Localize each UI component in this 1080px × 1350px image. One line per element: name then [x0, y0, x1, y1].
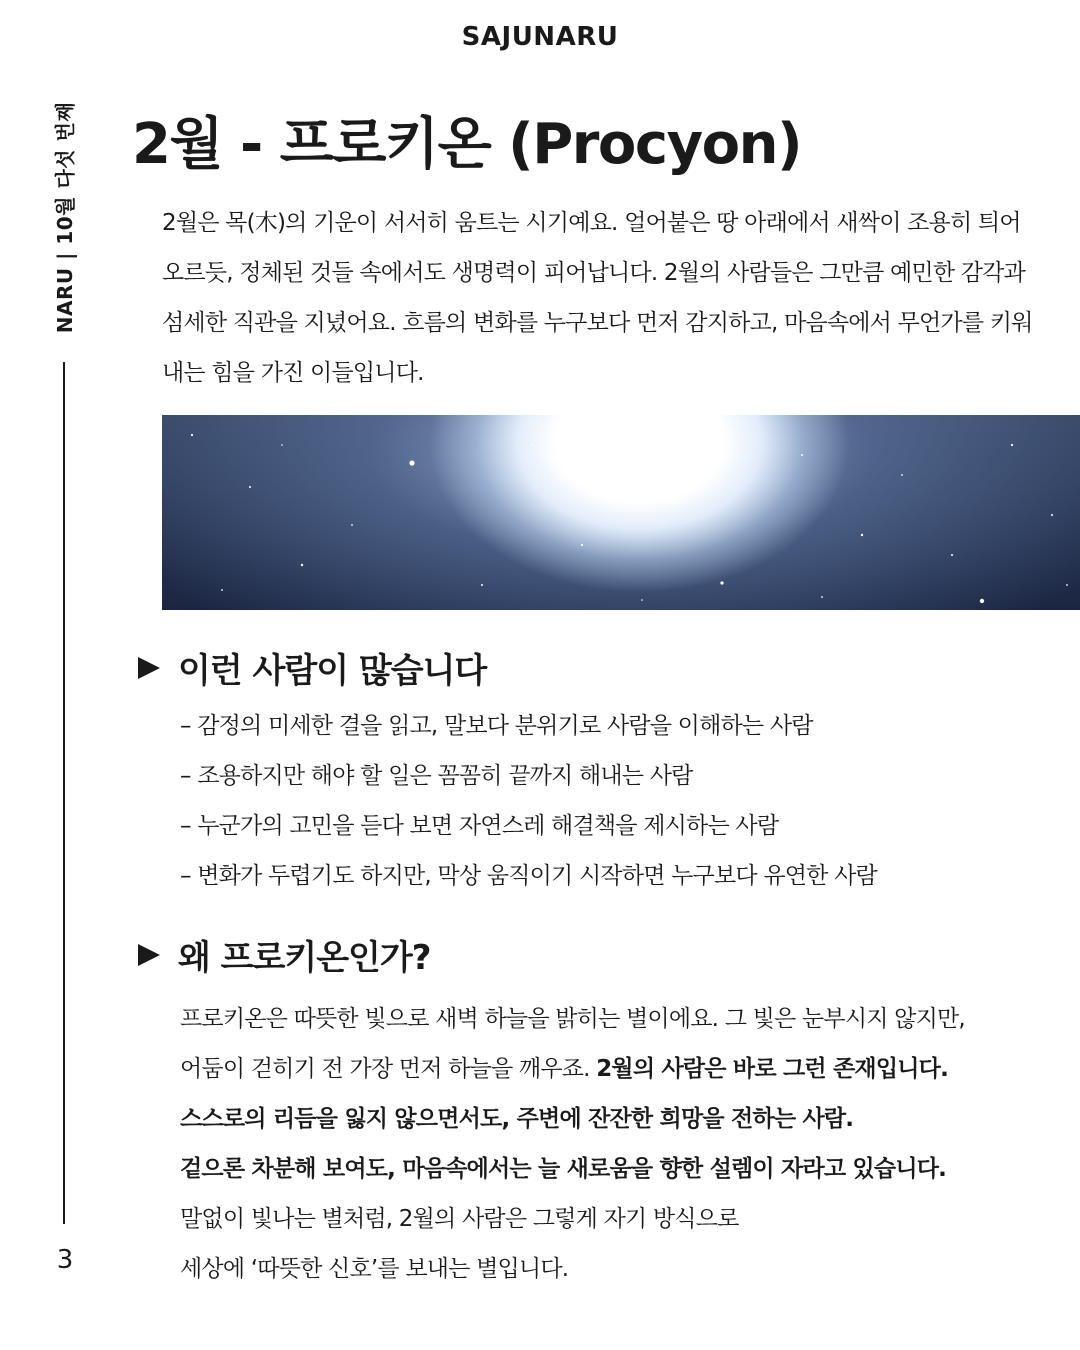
- star-dot: [249, 486, 251, 488]
- star-dot: [581, 544, 583, 546]
- list-item: – 조용하지만 해야 할 일은 꼼꼼히 끝까지 해내는 사람: [180, 763, 693, 789]
- body-line: 세상에 ‘따뜻한 신호’를 보내는 별입니다.: [180, 1256, 569, 1282]
- star-dot: [720, 581, 723, 584]
- star-dot: [1066, 584, 1068, 586]
- star-dot: [301, 564, 303, 566]
- star-dot: [409, 460, 414, 465]
- list-item: – 감정의 미세한 결을 읽고, 말보다 분위기로 사람을 이해하는 사람: [180, 713, 813, 739]
- body-line: [180, 1094, 1050, 1144]
- triangle-bullet-icon: [138, 657, 160, 679]
- star-dot: [980, 599, 984, 603]
- star-image: [162, 415, 1080, 610]
- body-line: 말없이 빛나는 별처럼, 2월의 사람은 그렇게 자기 방식으로: [180, 1206, 739, 1232]
- star-dot: [351, 524, 353, 526]
- star-dot: [901, 474, 903, 476]
- star-dot: [801, 454, 803, 456]
- section-heading-text: 왜 프로키온인가?: [178, 938, 431, 978]
- star-dot: [531, 444, 533, 446]
- intro-paragraph: 2월은 목(木)의 기운이 서서히 움트는 시기예요. 얼어붙은 땅 아래에서 새싹이 조용히 틔어오르듯, 정체된 것들 속에서도 생명력이 피어납니다. 2월의 사람들은 그만큼 예민한 감각과 섬세한 직관을 지녔어요. 흐름의 변화를 누구보다 먼저 감지하고, 마음속에서 무언가를 키워내는 힘을 가진 이들입니다.: [162, 210, 1033, 386]
- body-line: [180, 1044, 1050, 1094]
- page-number: 3: [56, 1245, 74, 1275]
- list-item: – 변화가 두렵기도 하지만, 막상 움직이기 시작하면 누구보다 유연한 사람: [180, 863, 877, 889]
- intro-text: [162, 198, 1042, 398]
- body-text-bold: 겉으론 차분해 보여도, 마음속에서는 늘 새로움을 향한 설렘이 자라고 있습니다.: [180, 1156, 947, 1182]
- triangle-bullet-icon: [138, 944, 160, 966]
- sidebar-divider: [63, 362, 65, 1224]
- sidebar-label: [48, 92, 80, 342]
- why-body: [180, 994, 1050, 1294]
- star-dot: [861, 534, 863, 536]
- body-text: 어둠이 걷히기 전 가장 먼저 하늘을 깨우죠.: [180, 1056, 597, 1082]
- body-text-bold: 2월의 사람은 바로 그런 존재입니다.: [596, 1056, 949, 1082]
- star-dot: [1011, 444, 1013, 446]
- sidebar-label-text: NARU | 10월 다섯 번째: [53, 101, 78, 333]
- star-dot: [641, 599, 643, 601]
- star-dot: [821, 596, 823, 598]
- starfield: [162, 415, 1080, 610]
- page-title: 2월 - 프로키온 (Procyon): [132, 112, 802, 177]
- star-dot: [1051, 514, 1053, 516]
- body-line: 프로키온은 따뜻한 빛으로 새벽 하늘을 밝히는 별이에요. 그 빛은 눈부시지 않지만,: [180, 1006, 965, 1032]
- star-dot: [951, 554, 953, 556]
- trait-list: [180, 701, 877, 901]
- body-text-bold: 스스로의 리듬을 잃지 않으면서도, 주변에 잔잔한 희망을 전하는 사람.: [180, 1106, 854, 1132]
- body-line: [180, 1144, 1050, 1194]
- star-dot: [281, 444, 283, 446]
- star-dot: [481, 584, 483, 586]
- list-item: – 누군가의 고민을 듣다 보면 자연스레 해결책을 제시하는 사람: [180, 813, 779, 839]
- star-dot: [191, 434, 193, 436]
- section-heading-text: 이런 사람이 많습니다: [178, 651, 487, 691]
- star-dot: [221, 589, 223, 591]
- section-heading-people: [138, 643, 486, 692]
- brand-header: SAJUNARU: [461, 22, 619, 52]
- section-heading-why: [138, 930, 430, 979]
